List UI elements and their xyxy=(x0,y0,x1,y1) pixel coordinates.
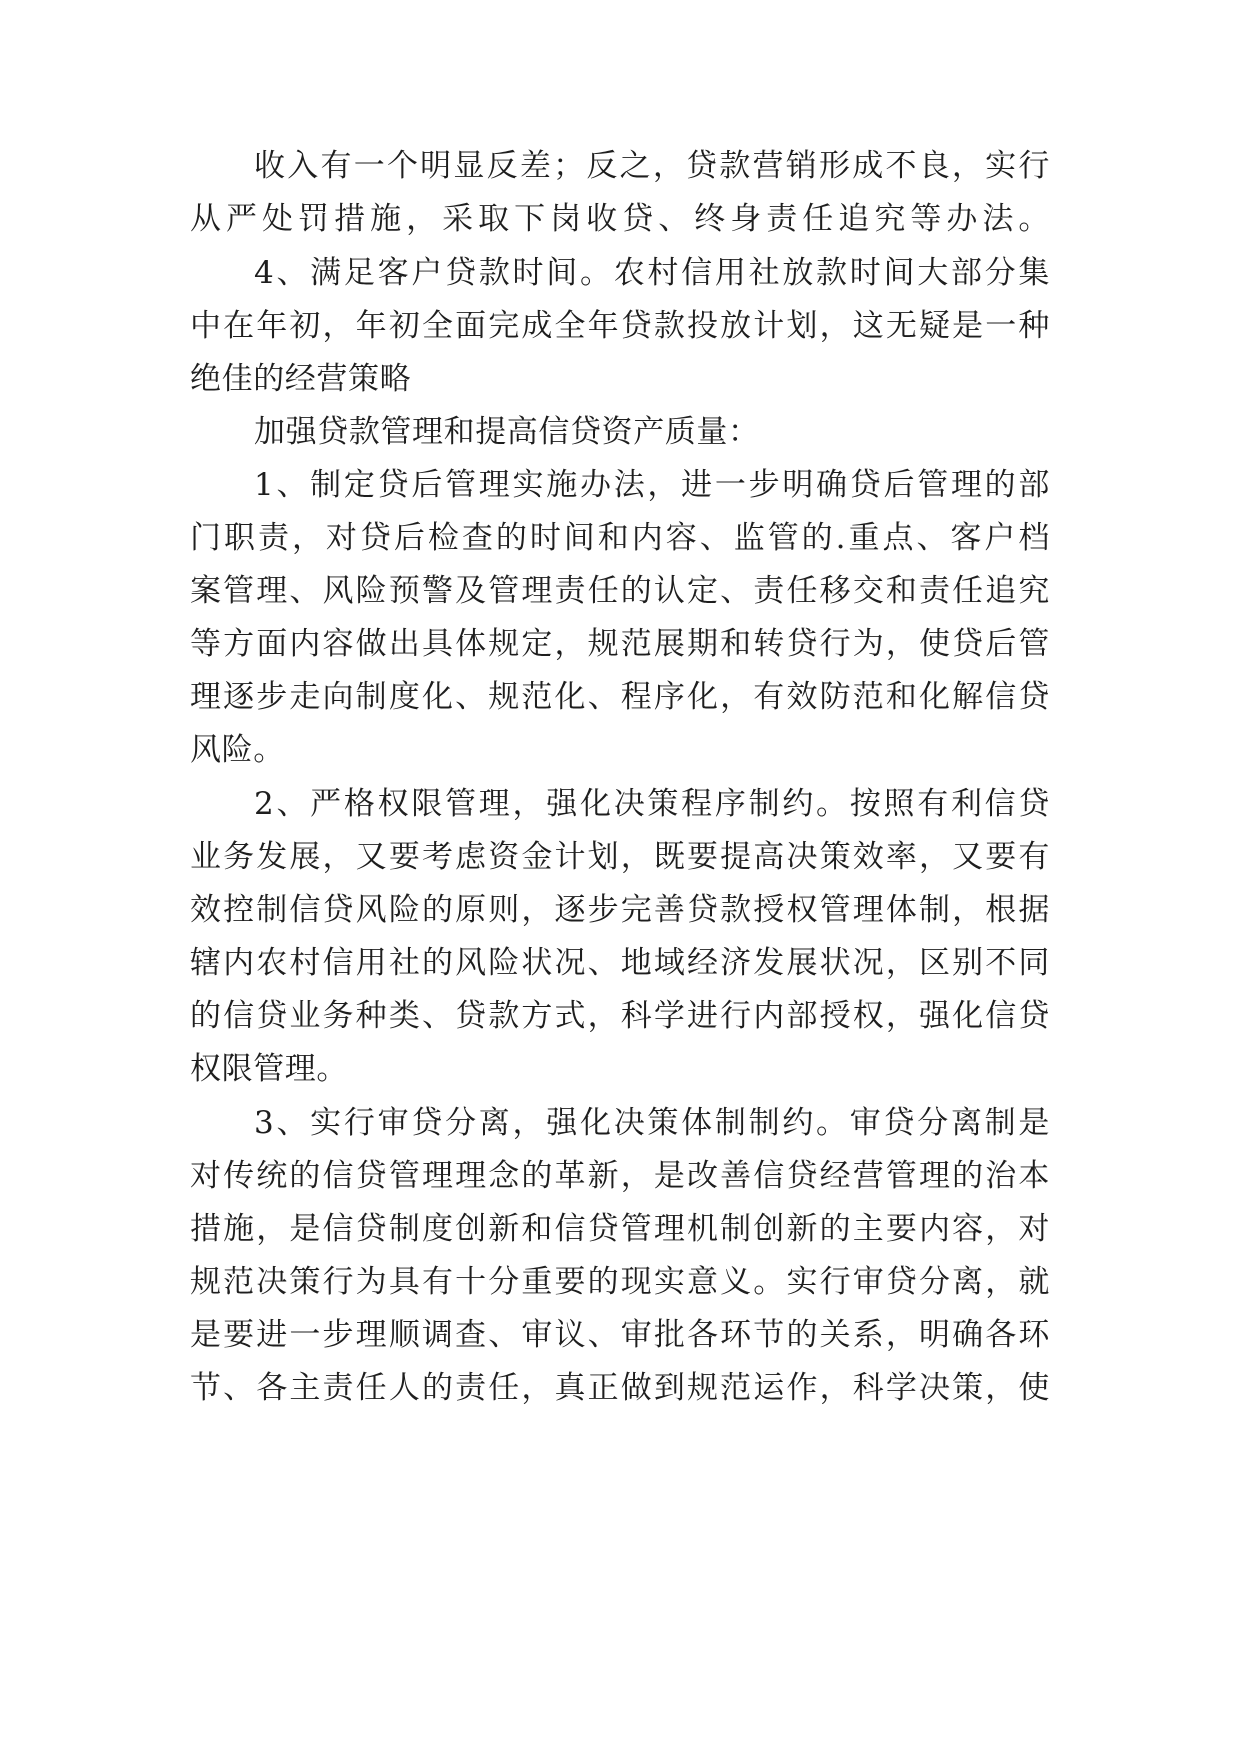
text-line: 中在年初，年初全面完成全年贷款投放计划，这无疑是一种 xyxy=(190,308,1050,344)
text-line: 的信贷业务种类、贷款方式，科学进行内部授权，强化信贷 xyxy=(190,998,1050,1034)
text-line: 风险。 xyxy=(190,732,285,768)
text-line: 措施，是信贷制度创新和信贷管理机制创新的主要内容，对 xyxy=(190,1211,1050,1247)
text-line: 1、制定贷后管理实施办法，进一步明确贷后管理的部 xyxy=(254,467,1050,503)
text-line: 理逐步走向制度化、规范化、程序化，有效防范和化解信贷 xyxy=(190,679,1050,715)
text-line: 案管理、风险预警及管理责任的认定、责任移交和责任追究 xyxy=(190,573,1050,609)
text-line: 等方面内容做出具体规定，规范展期和转贷行为，使贷后管 xyxy=(190,626,1050,662)
text-line: 门职责，对贷后检查的时间和内容、监管的.重点、客户档 xyxy=(190,520,1050,556)
text-line: 收入有一个明显反差；反之，贷款营销形成不良，实行 xyxy=(254,148,1050,184)
text-line: 权限管理。 xyxy=(190,1051,348,1087)
text-line: 是要进一步理顺调查、审议、审批各环节的关系，明确各环 xyxy=(190,1317,1050,1353)
text-line: 从严处罚措施，采取下岗收贷、终身责任追究等办法。 xyxy=(190,201,1050,237)
text-line: 节、各主责任人的责任，真正做到规范运作，科学决策，使 xyxy=(190,1370,1050,1406)
text-line: 业务发展，又要考虑资金计划，既要提高决策效率，又要有 xyxy=(190,839,1050,875)
text-line: 3、实行审贷分离，强化决策体制制约。审贷分离制是 xyxy=(254,1105,1050,1141)
text-line: 2、严格权限管理，强化决策程序制约。按照有利信贷 xyxy=(254,786,1050,822)
text-line: 对传统的信贷管理理念的革新，是改善信贷经营管理的治本 xyxy=(190,1158,1050,1194)
text-line: 绝佳的经营策略 xyxy=(190,361,412,397)
text-line: 效控制信贷风险的原则，逐步完善贷款授权管理体制，根据 xyxy=(190,892,1050,928)
text-line: 4、满足客户贷款时间。农村信用社放款时间大部分集 xyxy=(254,255,1050,291)
text-line: 辖内农村信用社的风险状况、地域经济发展状况，区别不同 xyxy=(190,945,1050,981)
text-line: 规范决策行为具有十分重要的现实意义。实行审贷分离，就 xyxy=(190,1264,1050,1300)
section-heading: 加强贷款管理和提高信贷资产质量： xyxy=(254,414,760,450)
